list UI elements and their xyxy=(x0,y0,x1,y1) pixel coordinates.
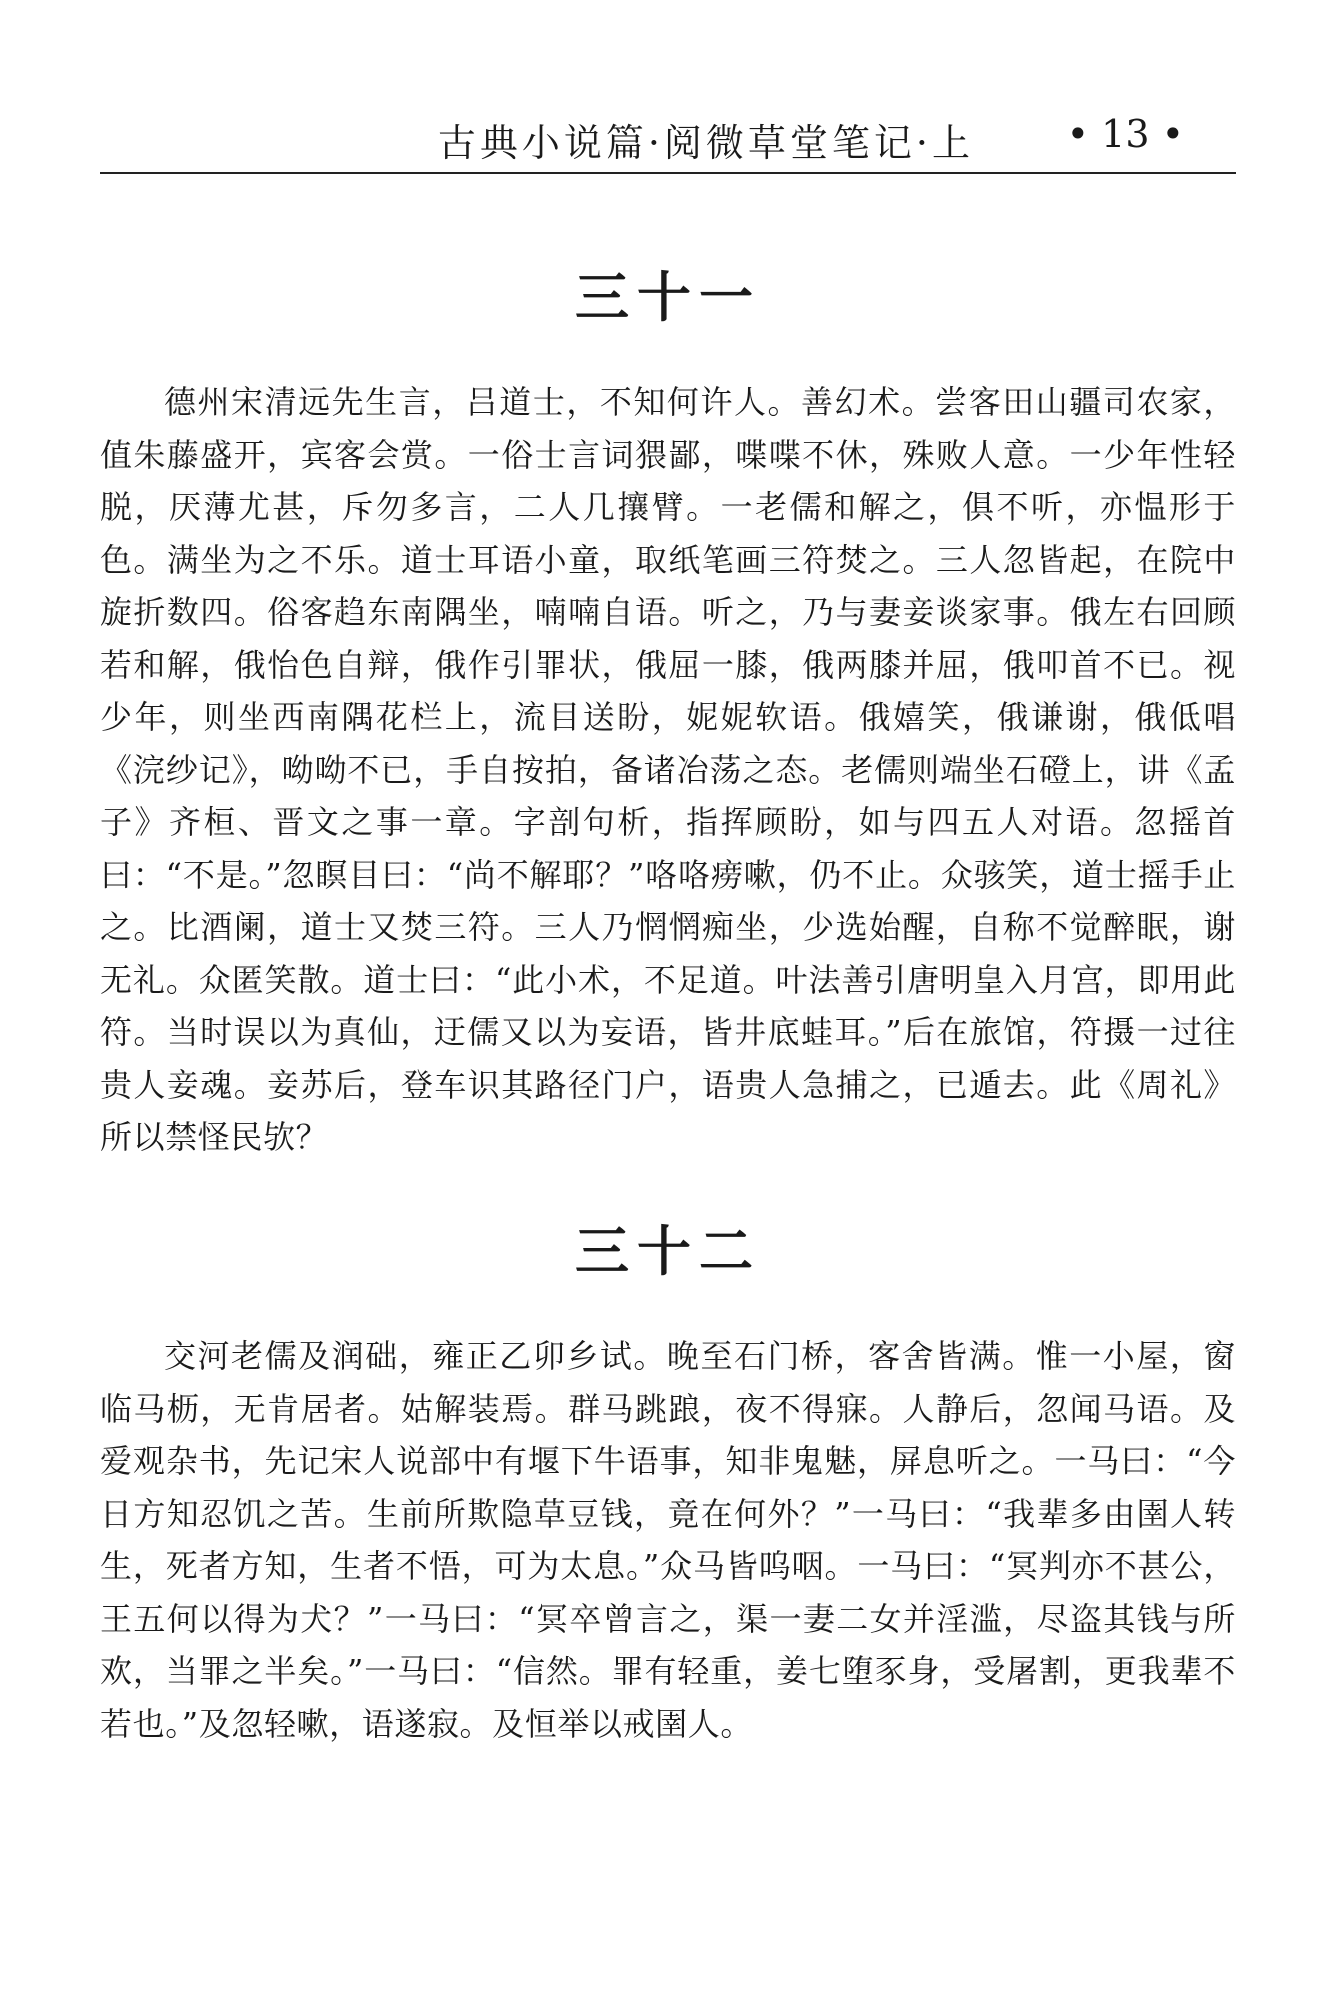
section-heading: 三十一 xyxy=(575,266,761,329)
section-paragraph: 交河老儒及润础，雍正乙卯乡试。晚至石门桥，客舍皆满。惟一小屋，窗临马枥，无肯居者。姑解装焉。群马跳踉，夜不得寐。人静后，忽闻马语。及爱观杂书，先记宋人说部中有堰下牛语事，知非鬼魅，屏息听之。一马曰：“今日方知忍饥之苦。生前所欺隐草豆钱，竟在何外？”一马曰：“我辈多由圉人转生，死者方知，生者不悟，可为太息。”众马皆呜咽。一马曰：“冥判亦不甚公，王五何以得为犬？”一马曰：“冥卒曾言之，渠一妻二女并淫滥，尽盗其钱与所欢，当罪之半矣。”一马曰：“信然。罪有轻重，姜七堕豕身，受屠割，更我辈不若也。”及忽轻嗽，语遂寂。及恒举以戒圉人。 xyxy=(100,1337,1236,1743)
running-header-title: 古典小说篇·阅微草堂笔记·上 xyxy=(437,121,974,165)
section-32 xyxy=(100,1220,1236,1750)
running-header xyxy=(100,100,1236,174)
section-heading: 三十二 xyxy=(575,1220,761,1283)
section-31 xyxy=(100,266,1236,1164)
section-paragraph: 德州宋清远先生言，吕道士，不知何许人。善幻术。尝客田山疆司农家，值朱藤盛开，宾客会赏。一俗士言词猥鄙，喋喋不休，殊败人意。一少年性轻脱，厌薄尤甚，斥勿多言，二人几攘臂。一老儒和解之，俱不听，亦愠形于色。满坐为之不乐。道士耳语小童，取纸笔画三符焚之。三人忽皆起，在院中旋折数四。俗客趋东南隅坐，喃喃自语。听之，乃与妻妾谈家事。俄左右回顾若和解，俄怡色自辩，俄作引罪状，俄屈一膝，俄两膝并屈，俄叩首不已。视少年，则坐西南隅花栏上，流目送盼，妮妮软语。俄嬉笑，俄谦谢，俄低唱《浣纱记》，呦呦不已，手自按拍，备诸冶荡之态。老儒则端坐石磴上，讲《孟子》齐桓、晋文之事一章。字剖句析，指挥顾盼，如与四五人对语。忽摇首曰：“不是。”忽瞑目曰：“尚不解耶？”咯咯痨嗽，仍不止。众骇笑，道士摇手止之。比酒阑，道士又焚三符。三人乃惘惘痴坐，少选始醒，自称不觉醉眠，谢无礼。众匿笑散。道士曰：“此小术，不足道。叶法善引唐明皇入月宫，即用此符。当时误以为真仙，迂儒又以为妄语，皆井底蛙耳。”后在旅馆，符摄一过往贵人妾魂。妾苏后，登车识其路径门户，语贵人急捕之，已遁去。此《周礼》所以禁怪民欤？ xyxy=(100,383,1236,1156)
page-number: • 13 • xyxy=(1066,112,1184,156)
